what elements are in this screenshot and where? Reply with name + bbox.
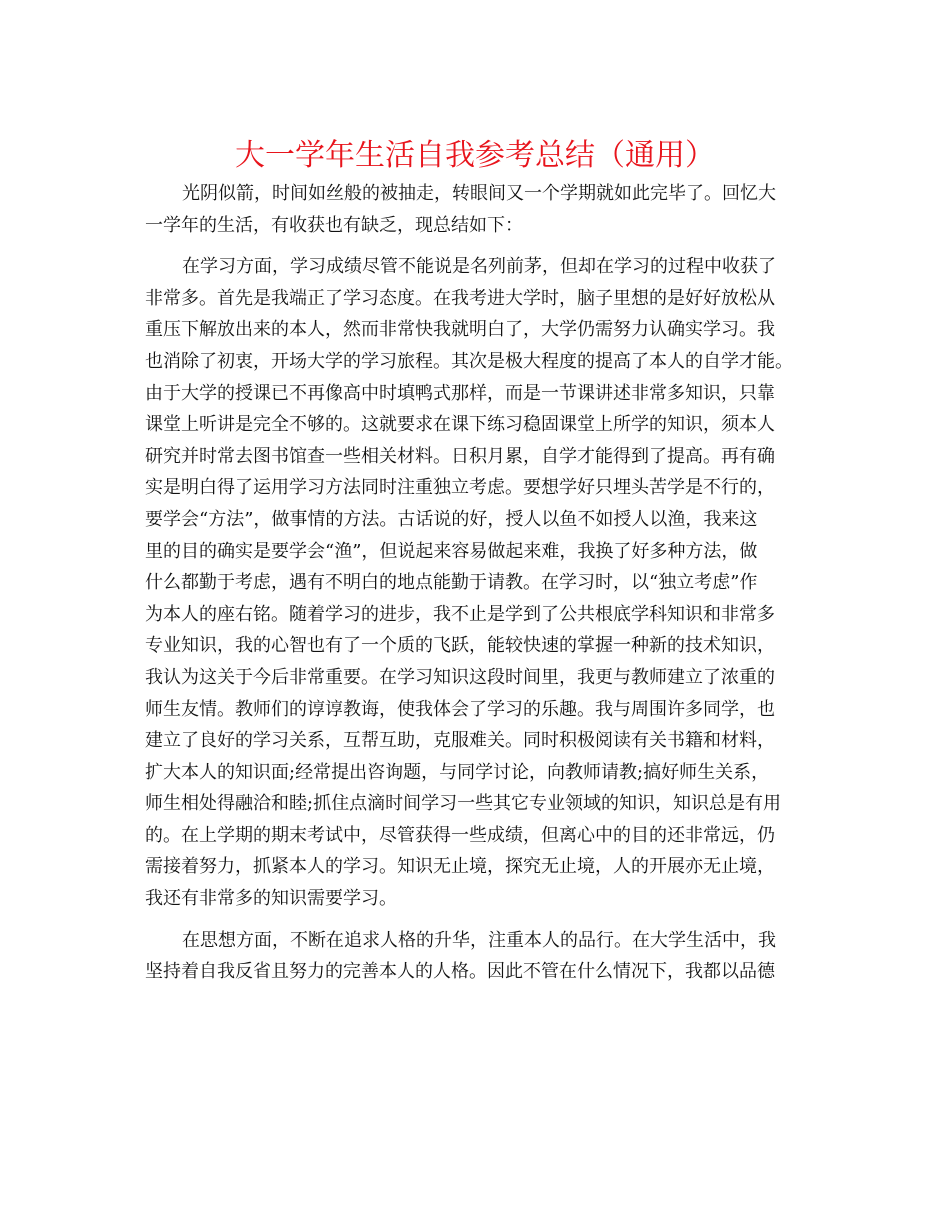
text-line: 扩大本人的知识面;经常提出咨询题，与同学讨论，向教师请教;搞好师生关系， (145, 761, 770, 783)
text-line: 建立了良好的学习关系，互帮互助，克服难关。同时积极阅读有关书籍和材料， (145, 730, 775, 752)
text-line: 课堂上听讲是完全不够的。这就要求在课下练习稳固课堂上所学的知识，须本人 (145, 414, 775, 436)
text-line: 在思想方面，不断在追求人格的升华，注重本人的品行。在大学生活中，我 (182, 929, 776, 951)
text-line: 为本人的座右铭。随着学习的进步，我不止是学到了公共根底学科知识和非常多 (145, 603, 775, 625)
text-line: 什么都勤于考虑，遇有不明白的地点能勤于请教。在学习时，以“独立考虑”作 (145, 572, 758, 594)
paragraph-thought (145, 925, 810, 988)
text-line: 由于大学的授课已不再像高中时填鸭式那样，而是一节课讲述非常多知识，只靠 (145, 382, 775, 404)
text-line: 的。在上学期的期末考试中，尽管获得一些成绩，但离心中的目的还非常远，仍 (145, 824, 775, 846)
text-line: 专业知识，我的心智也有了一个质的飞跃，能较快速的掌握一种新的技术知识， (145, 635, 775, 657)
text-line: 一学年的生活，有收获也有缺乏，现总结如下： (145, 214, 523, 236)
text-line: 在学习方面，学习成绩尽管不能说是名列前茅，但却在学习的过程中收获了 (182, 256, 776, 278)
document-body (145, 178, 810, 988)
text-line: 也消除了初衷，开场大学的学习旅程。其次是极大程度的提高了本人的自学才能。 (145, 350, 793, 372)
text-line: 我认为这关于今后非常重要。在学习知识这段时间里，我更与教师建立了浓重的 (145, 666, 775, 688)
text-line: 师生相处得融洽和睦;抓住点滴时间学习一些其它专业领域的知识，知识总是有用 (145, 793, 782, 815)
text-line: 里的目的确实是要学会“渔”，但说起来容易做起来难，我换了好多种方法，做 (145, 540, 758, 562)
paragraph-study (145, 251, 810, 914)
text-line: 重压下解放出来的本人，然而非常快我就明白了，大学仍需努力认确实学习。我 (145, 319, 775, 341)
text-line: 实是明白得了运用学习方法同时注重独立考虑。要想学好只埋头苦学是不行的， (145, 477, 775, 499)
text-line: 非常多。首先是我端正了学习态度。在我考进大学时，脑子里想的是好好放松从 (145, 287, 775, 309)
document-title: 大一学年生活自我参考总结（通用） (235, 138, 715, 173)
text-line: 我还有非常多的知识需要学习。 (145, 888, 397, 910)
text-line: 需接着努力，抓紧本人的学习。知识无止境，探究无止境，人的开展亦无止境， (145, 856, 775, 878)
text-line: 师生友情。教师们的谆谆教诲，使我体会了学习的乐趣。我与周围许多同学，也 (145, 698, 775, 720)
text-line: 坚持着自我反省且努力的完善本人的人格。因此不管在什么情况下，我都以品德 (145, 961, 775, 983)
paragraph-intro (145, 178, 810, 241)
text-line: 要学会“方法”，做事情的方法。古话说的好，授人以鱼不如授人以渔，我来这 (145, 508, 758, 530)
text-line: 研究并时常去图书馆查一些相关材料。日积月累，自学才能得到了提高。再有确 (145, 445, 775, 467)
text-line: 光阴似箭，时间如丝般的被抽走，转眼间又一个学期就如此完毕了。回忆大 (182, 183, 776, 204)
